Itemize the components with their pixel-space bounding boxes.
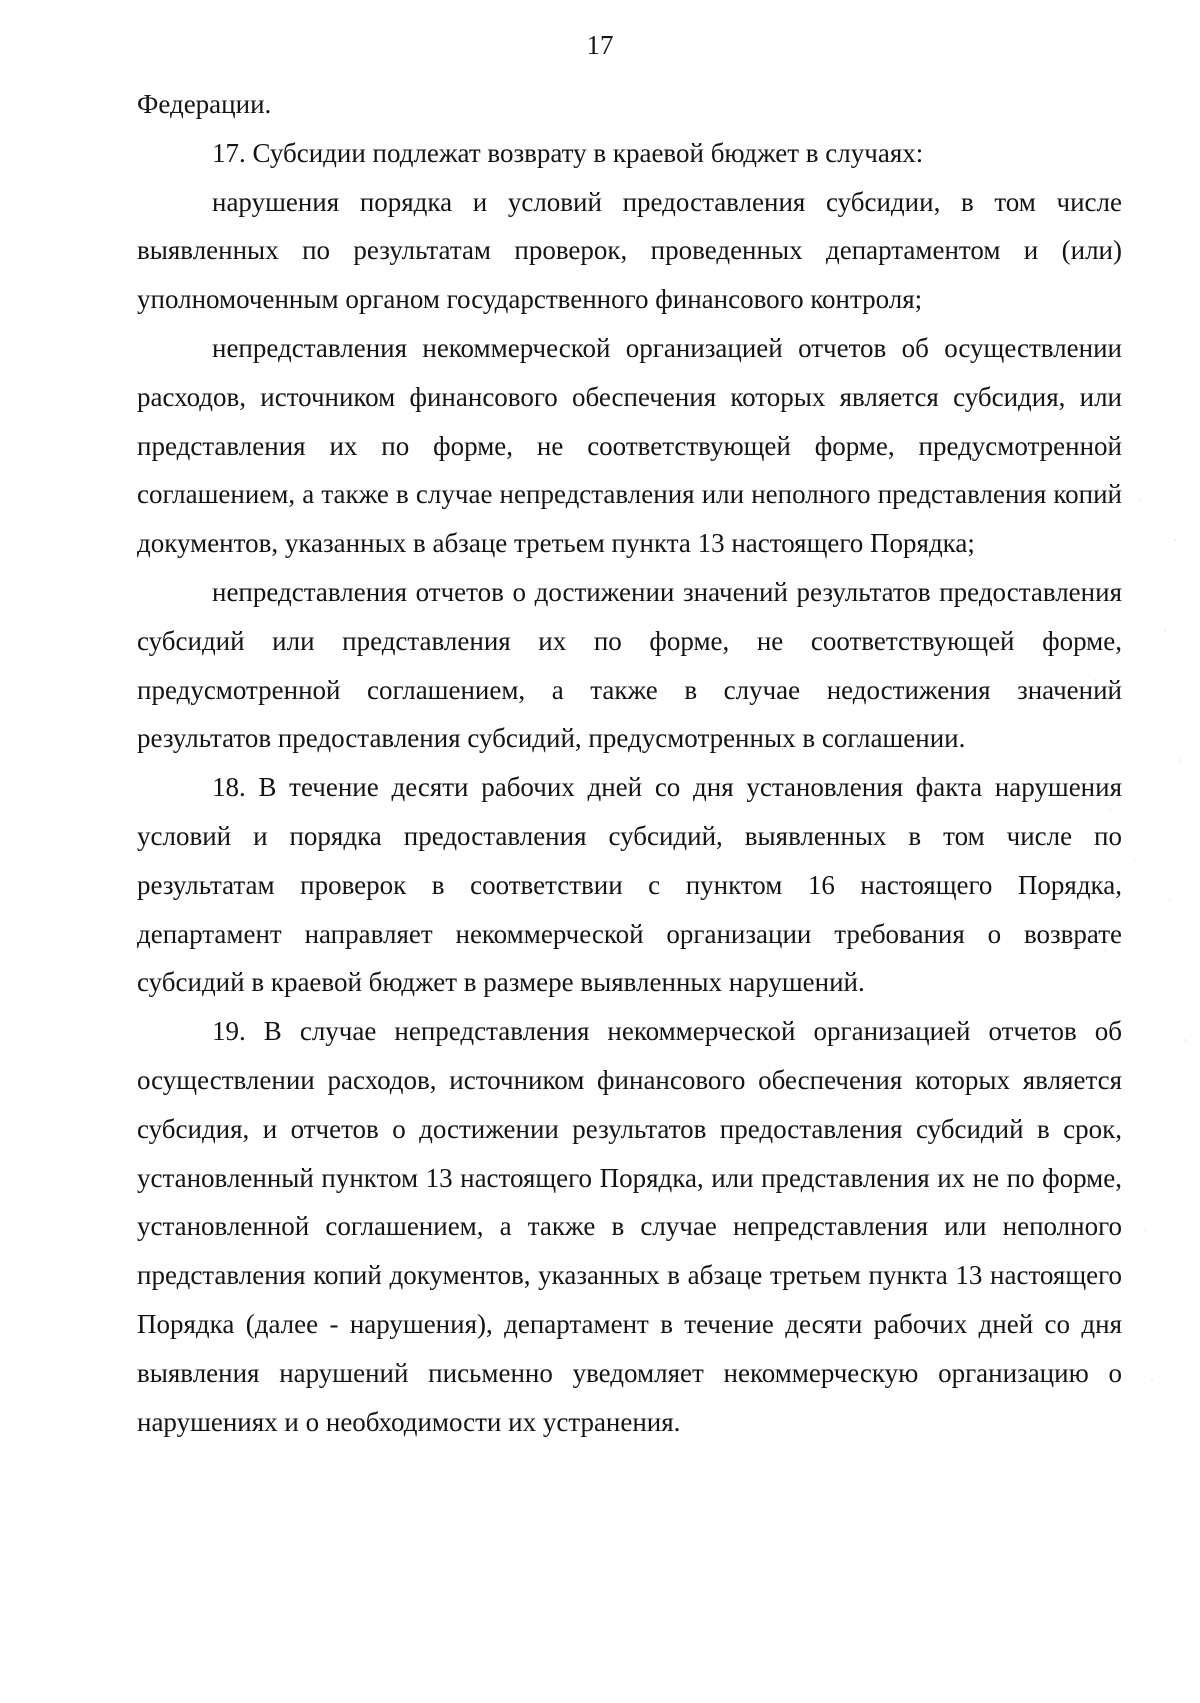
page-number: 17 bbox=[586, 30, 614, 60]
paragraph-item-17: 17. Субсидии подлежат возврату в краевой бюджет в случаях: bbox=[212, 137, 924, 168]
paragraph-item-18: 18. В течение десяти рабочих дней со дня установления факта нарушения условий и порядка предоставления субсидий, выявленных в том числе по результатам проверок в соответствии с пунктом 16 настоящего Порядка, департамент направляет некоммерческой организации требования о возврате субсидий в краевой бюджет в размере выявленных нарушений. bbox=[137, 772, 1122, 998]
paragraph-case-no-expense-reports: непредставления некоммерческой организацией отчетов об осуществлении расходов, источником финансового обеспечения которых является субсидия, или представления их по форме, не соответствующей форме, предусмотренной соглашением, а также в случае непредставления или неполного представления копий документов, указанных в абзаце третьем пункта 13 настоящего Порядка; bbox=[137, 332, 1122, 559]
paragraph-case-violation: нарушения порядка и условий предоставления субсидии, в том числе выявленных по результатам проверок, проведенных департаментом и (или) уполномоченным органом государственного финансового контроля; bbox=[137, 186, 1122, 315]
paragraph-item-19: 19. В случае непредставления некоммерческой организацией отчетов об осуществлении расходов, источником финансового обеспечения которых является субсидия, и отчетов о достижении результатов предоставления субсидий в срок, установленный пунктом 13 настоящего Порядка, или представления их не по форме, установленной соглашением, а также в случае непредставления или неполного представления копий документов, указанных в абзаце третьем пункта 13 настоящего Порядка (далее - нарушения), департамент в течение десяти рабочих дней со дня выявления нарушений письменно уведомляет некоммерческую организацию о нарушениях и о необходимости их устранения. bbox=[137, 1016, 1122, 1437]
paragraph-case-no-result-reports: непредставления отчетов о достижении значений результатов предоставления субсидий или представления их по форме, не соответствующей форме, предусмотренной соглашением, а также в случае недостижения значений результатов предоставления субсидий, предусмотренных в соглашении. bbox=[137, 576, 1122, 754]
paragraph-continuation: Федерации. bbox=[137, 89, 272, 119]
scan-noise bbox=[1080, 420, 1200, 1420]
document-body bbox=[137, 80, 1122, 1446]
